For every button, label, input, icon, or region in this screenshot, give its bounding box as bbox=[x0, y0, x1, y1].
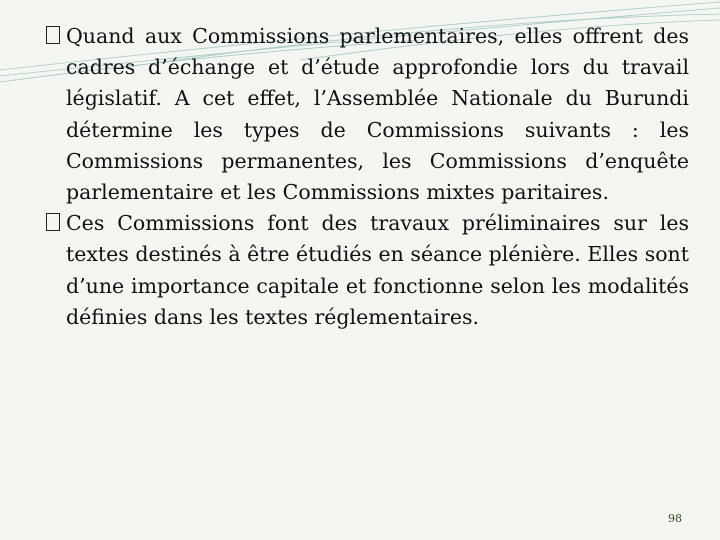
missing-glyph-box-icon bbox=[46, 213, 60, 231]
slide-body bbox=[46, 21, 689, 333]
missing-glyph-box-icon bbox=[46, 26, 60, 44]
page-number: 98 bbox=[668, 512, 682, 525]
paragraph-commissions-work bbox=[46, 208, 689, 333]
paragraph-text: Quand aux Commissions parlementaires, elles offrent des cadres d’échange et d’étude approfondie lors du travail législatif. A cet effet, l’Assemblée Nationale du Burundi détermine les types de Commissions suivants : les Commissions permanentes, les Commissions d’enquête parlementaire et les Commissions mixtes paritaires. bbox=[66, 24, 689, 205]
paragraph-commissions-types bbox=[46, 21, 689, 208]
paragraph-text: Ces Commissions font des travaux préliminaires sur les textes destinés à être étudiés en séance plénière. Elles sont d’une importance capitale et fonctionne selon les modalités définies dans les textes réglementaires. bbox=[66, 211, 689, 329]
